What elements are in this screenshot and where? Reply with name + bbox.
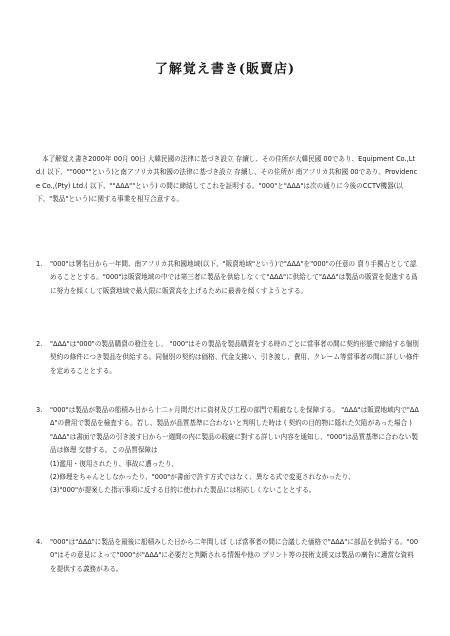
clause-number: 4. [36,538,43,546]
clause-text: "000"は製品が製品の船積み日から十二ヶ月間だけに資材及び工程の部門で瑕疵なしを保障する。 "ΔΔΔ"は販賣地域内で"ΔΔΔ"の費用で製品を檢査する。若し、製品が品質基準に合わないと判明した時は ( 契約の目的物に隱れた欠陥があった場合 ) "ΔΔΔ"は書面で製品の引き渡す日から一週間の内に製品の瑕疵に對する詳しい内容を通知し、"000"は品質基準に合わない製品は修理 交替する。この品質保障は [50,406,419,455]
clause-sub-item: (1)濫用・復用されたり、事故に遭ったり、 [50,459,179,468]
clause-sub-item: (2)修理をちゃんとしなかったり、"000"が書面で許す方式ではなく、異なる式で変更されなかったり、 [50,473,355,482]
clause-3 [36,404,420,498]
clause-text: "000"は署名日から一年間、南アフリカ共和國地域(以下、"販賣地域"という)で"ΔΔΔ"を"000"の任意の 賣り手獨占として認めることとする。"000"は販賣地域の中では第三者に製品を供給しなくて"ΔΔΔ"に供給して"ΔΔΔ"は製品の販賣を促進する爲に努力を傾くして販賣地域で最大限に販賣高を上げるために最善を傾くすようとする。 [50,260,418,295]
intro-paragraph: 本了解覚え書き2000年 00月 00日 大韓民國の法律に基づき設立 存續し、その住所が大韓民國 00であり、Equipment Co.,Ltd.( 以下、""000""という)と南アフリカ共和國の法律に基づき設立 存續し、その住所が 南アフリカ共和國 00であり、Providence Co.,(Pty) Ltd.( 以下、""ΔΔΔ""という) の間に締結してこれを証明する。"000"と"ΔΔΔ"は次の通りに今後のCCTV機器(以下、"製品"という)に関する事業を相互合意する。 [36,155,418,204]
clause-number: 1. [36,260,43,268]
clause-text: "ΔΔΔ"は"000"の製品購賣の發注をし、 "000"はその製品を製品購賣をする時のごとに當事者の間に契約形態で締結する個別契約の條件につき製品を供給する。同個別の契約は価格、代金支拂い、引き渡し、費用、クレーム等當事者の間に詳しい條件を定めることとする。 [50,340,420,375]
clause-sub-item: (3)"000"が提案した指示事項に反する目的に使われた製品には相応しくないこととする。 [50,486,316,495]
clause-4 [36,536,420,576]
clause-number: 3. [36,406,43,414]
clause-2 [36,338,420,378]
document-title: 了解覚え書き(販賣店) [154,62,296,77]
clause-1 [36,258,420,298]
clause-text: "000"は"ΔΔΔ"に製品を最後に船積みした日から二年間しば しば當事者の間に合議した価格で"ΔΔΔ"に部品を供給する。"000"はその意見によって"000"が"ΔΔΔ"に必要だと判斷される情報や他の プリント等の技術支援又は製品の廣告に適當な資料を提供する義務がある。 [50,538,419,573]
clause-number: 2. [36,340,43,348]
